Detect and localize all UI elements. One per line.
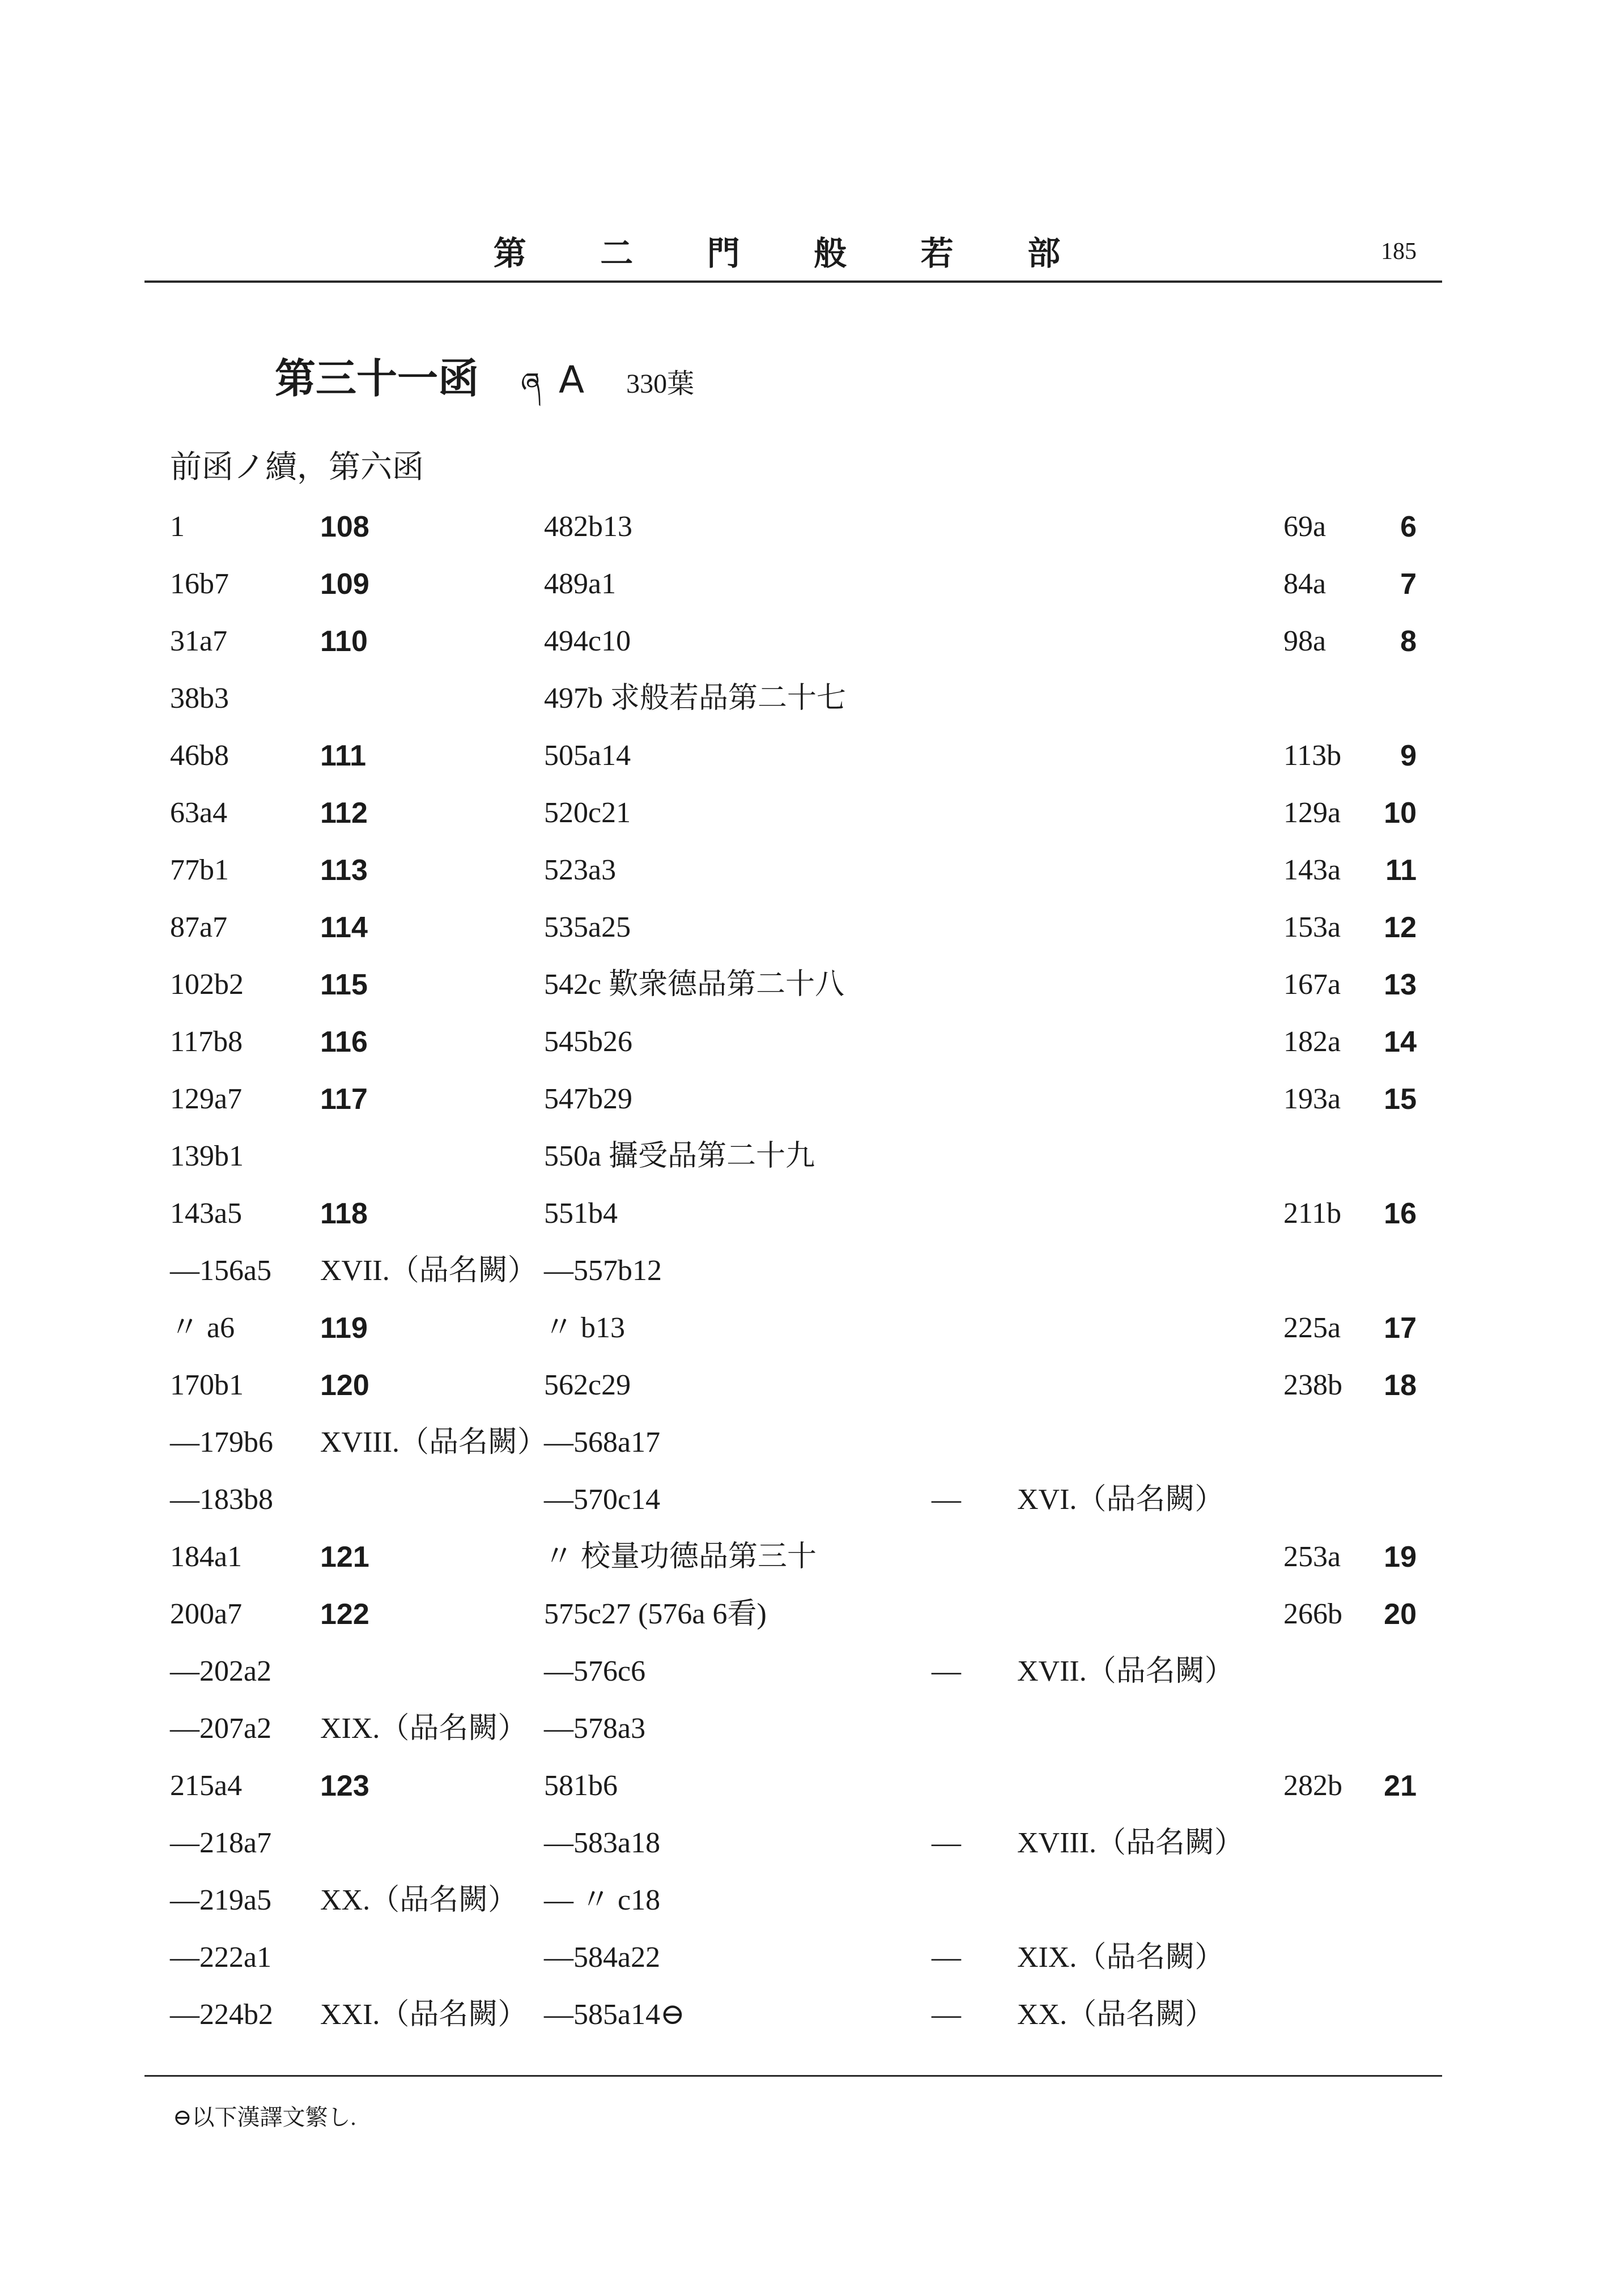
table-row xyxy=(0,1077,1624,1134)
table-row xyxy=(0,1363,1624,1420)
page-cell: 12 xyxy=(1384,911,1417,944)
ref-cell: 102b2 xyxy=(170,968,244,1001)
ref-cell: —218a7 xyxy=(170,1827,272,1859)
number-cell: 118 xyxy=(320,1197,368,1230)
leaf-cell: 153a xyxy=(1283,911,1341,943)
ref-cell: 139b1 xyxy=(170,1140,244,1172)
leaf-cell: 182a xyxy=(1283,1026,1341,1058)
reference-cell: — 〃 c18 xyxy=(544,1884,661,1916)
reference-cell: 〃 校量功德品第三十 xyxy=(544,1541,817,1573)
ref-cell: 143a5 xyxy=(170,1197,243,1230)
leaf-cell: 98a xyxy=(1283,625,1327,657)
reference-cell: —578a3 xyxy=(544,1712,646,1745)
reference-cell: 505a14 xyxy=(544,739,631,772)
table-row xyxy=(0,1534,1624,1592)
table-row xyxy=(0,1477,1624,1534)
dash-cell: — xyxy=(932,1999,961,2031)
ref-cell: 87a7 xyxy=(170,911,228,943)
ref-cell: —207a2 xyxy=(170,1712,272,1745)
number-cell: 108 xyxy=(320,511,369,543)
footnote-rule xyxy=(144,2075,1442,2077)
reference-cell: 497b 求般若品第二十七 xyxy=(544,682,847,715)
reference-cell: 545b26 xyxy=(544,1026,632,1058)
number-cell: 110 xyxy=(320,625,368,658)
ref-cell: 129a7 xyxy=(170,1083,243,1115)
tibetan-letter: ཞ xyxy=(521,367,541,399)
section-title: 第三十一函 xyxy=(275,355,479,402)
reference-cell: 489a1 xyxy=(544,568,617,600)
ref-cell: —156a5 xyxy=(170,1255,272,1287)
leaf-cell: 238b xyxy=(1283,1369,1342,1401)
dash-cell: — xyxy=(932,1827,961,1859)
footnote: ⊖以下漢譯文繁し. xyxy=(173,2104,356,2130)
leaf-cell: 266b xyxy=(1283,1598,1342,1630)
ref-cell: —183b8 xyxy=(170,1483,273,1516)
number-cell: 109 xyxy=(320,568,369,601)
roman-cell: XX.（品名闕） xyxy=(1017,1999,1215,2031)
leaf-count: 330葉 xyxy=(626,369,695,399)
reference-cell: 482b13 xyxy=(544,511,632,543)
dash-cell: — xyxy=(932,1483,961,1516)
roman-cell: XIX.（品名闕） xyxy=(1017,1941,1225,1974)
reference-cell: 581b6 xyxy=(544,1770,618,1802)
table-row xyxy=(0,1878,1624,1935)
table-row xyxy=(0,905,1624,962)
reference-cell: —583a18 xyxy=(544,1827,661,1859)
ref-cell: 77b1 xyxy=(170,854,229,886)
table-row xyxy=(0,619,1624,676)
number-cell: 115 xyxy=(320,968,368,1001)
number-cell: 114 xyxy=(320,911,368,944)
reference-cell: 551b4 xyxy=(544,1197,618,1230)
number-cell: XIX.（品名闕） xyxy=(320,1712,528,1745)
reference-cell: —570c14 xyxy=(544,1483,661,1516)
number-cell: 116 xyxy=(320,1026,368,1058)
table-row xyxy=(0,1706,1624,1763)
reference-cell: 494c10 xyxy=(544,625,631,657)
dash-cell: — xyxy=(932,1655,961,1687)
ref-cell: 63a4 xyxy=(170,797,228,829)
number-cell: 112 xyxy=(320,797,368,830)
number-cell: XVIII.（品名闕） xyxy=(320,1426,547,1459)
running-title: 第 二 門 般 若 部 xyxy=(493,235,1094,272)
reference-cell: 575c27 (576a 6看) xyxy=(544,1598,767,1630)
number-cell: XX.（品名闕） xyxy=(320,1884,518,1916)
leaf-cell: 84a xyxy=(1283,568,1327,600)
table-row xyxy=(0,1649,1624,1706)
ref-cell: —222a1 xyxy=(170,1941,272,1974)
ref-cell: 38b3 xyxy=(170,682,229,715)
number-cell: 121 xyxy=(320,1541,369,1574)
leaf-cell: 253a xyxy=(1283,1541,1341,1573)
number-cell: 113 xyxy=(320,854,368,887)
volume-letter: A xyxy=(559,358,585,402)
page-cell: 8 xyxy=(1400,625,1417,658)
concordance-table xyxy=(0,504,1624,2050)
table-row xyxy=(0,676,1624,733)
ref-cell: —202a2 xyxy=(170,1655,272,1687)
page-cell: 16 xyxy=(1384,1197,1417,1230)
table-row xyxy=(0,1019,1624,1077)
reference-cell: 520c21 xyxy=(544,797,631,829)
table-row xyxy=(0,1592,1624,1649)
number-cell: 117 xyxy=(320,1083,368,1116)
ref-cell: 170b1 xyxy=(170,1369,244,1401)
table-row xyxy=(0,962,1624,1019)
page-cell: 20 xyxy=(1384,1598,1417,1631)
table-row xyxy=(0,1821,1624,1878)
reference-cell: —585a14⊖ xyxy=(544,1999,685,2031)
number-cell: XVII.（品名闕） xyxy=(320,1255,537,1287)
reference-cell: —584a22 xyxy=(544,1941,661,1974)
section-heading xyxy=(275,346,694,408)
reference-cell: 535a25 xyxy=(544,911,631,943)
ref-cell: 215a4 xyxy=(170,1770,243,1802)
number-cell: 111 xyxy=(320,739,367,772)
leaf-cell: 113b xyxy=(1283,739,1342,772)
ref-cell: 1 xyxy=(170,511,185,543)
ref-cell: 46b8 xyxy=(170,739,229,772)
table-row xyxy=(0,1306,1624,1363)
page-cell: 10 xyxy=(1384,797,1417,830)
page-header xyxy=(144,221,1442,278)
page-cell: 21 xyxy=(1384,1770,1417,1802)
ref-cell: —224b2 xyxy=(170,1999,273,2031)
ref-cell: —179b6 xyxy=(170,1426,273,1459)
page-cell: 17 xyxy=(1384,1312,1417,1345)
reference-cell: 523a3 xyxy=(544,854,617,886)
table-row xyxy=(0,1420,1624,1477)
table-row xyxy=(0,562,1624,619)
page-cell: 18 xyxy=(1384,1369,1417,1402)
reference-cell: —557b12 xyxy=(544,1255,662,1287)
section-note: 前函ノ續，第六函 xyxy=(170,450,424,485)
table-row xyxy=(0,1992,1624,2050)
roman-cell: XVIII.（品名闕） xyxy=(1017,1827,1244,1859)
number-cell: 122 xyxy=(320,1598,369,1631)
table-row xyxy=(0,1248,1624,1306)
header-rule xyxy=(144,280,1442,283)
ref-cell: 117b8 xyxy=(170,1026,243,1058)
reference-cell: 〃 b13 xyxy=(544,1312,626,1344)
table-row xyxy=(0,1763,1624,1821)
roman-cell: XVII.（品名闕） xyxy=(1017,1655,1234,1687)
number-cell: 119 xyxy=(320,1312,368,1345)
leaf-cell: 69a xyxy=(1283,511,1327,543)
reference-cell: —568a17 xyxy=(544,1426,661,1459)
leaf-cell: 211b xyxy=(1283,1197,1342,1230)
table-row xyxy=(0,504,1624,562)
page-cell: 9 xyxy=(1400,739,1417,772)
page-cell: 7 xyxy=(1400,568,1417,601)
ref-cell: 〃 a6 xyxy=(170,1312,235,1344)
page-number: 185 xyxy=(1381,239,1417,265)
ref-cell: —219a5 xyxy=(170,1884,272,1916)
ref-cell: 184a1 xyxy=(170,1541,243,1573)
page-cell: 11 xyxy=(1385,854,1417,887)
table-row xyxy=(0,1935,1624,1992)
page-cell: 14 xyxy=(1384,1026,1417,1058)
leaf-cell: 193a xyxy=(1283,1083,1341,1115)
leaf-cell: 225a xyxy=(1283,1312,1341,1344)
number-cell: XXI.（品名闕） xyxy=(320,1999,528,2031)
leaf-cell: 167a xyxy=(1283,968,1341,1001)
leaf-cell: 129a xyxy=(1283,797,1341,829)
reference-cell: —576c6 xyxy=(544,1655,646,1687)
page-cell: 6 xyxy=(1400,511,1417,543)
reference-cell: 542c 歎衆德品第二十八 xyxy=(544,968,845,1001)
table-row xyxy=(0,848,1624,905)
reference-cell: 550a 攝受品第二十九 xyxy=(544,1140,815,1172)
ref-cell: 200a7 xyxy=(170,1598,243,1630)
dash-cell: — xyxy=(932,1941,961,1974)
number-cell: 120 xyxy=(320,1369,369,1402)
reference-cell: 547b29 xyxy=(544,1083,632,1115)
page-cell: 15 xyxy=(1384,1083,1417,1116)
table-row xyxy=(0,790,1624,848)
number-cell: 123 xyxy=(320,1770,369,1802)
roman-cell: XVI.（品名闕） xyxy=(1017,1483,1225,1516)
ref-cell: 31a7 xyxy=(170,625,228,657)
table-row xyxy=(0,1134,1624,1191)
table-row xyxy=(0,1191,1624,1248)
leaf-cell: 282b xyxy=(1283,1770,1342,1802)
ref-cell: 16b7 xyxy=(170,568,229,600)
page-cell: 19 xyxy=(1384,1541,1417,1574)
reference-cell: 562c29 xyxy=(544,1369,631,1401)
page-cell: 13 xyxy=(1384,968,1417,1001)
leaf-cell: 143a xyxy=(1283,854,1341,886)
table-row xyxy=(0,733,1624,790)
